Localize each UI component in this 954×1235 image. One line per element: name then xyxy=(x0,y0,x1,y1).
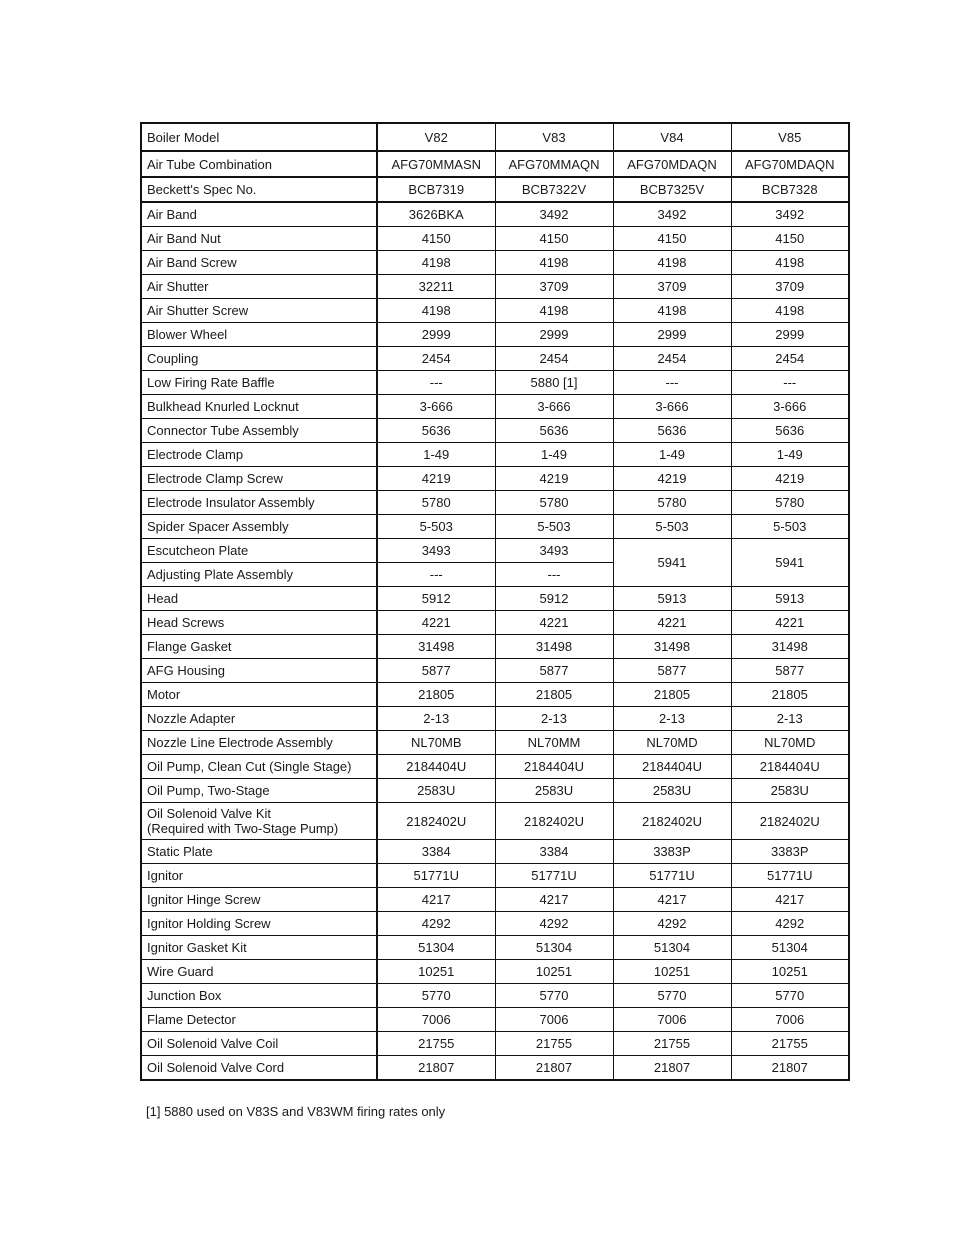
cell-value: 3383P xyxy=(731,840,849,864)
header-label: Boiler Model xyxy=(141,123,377,151)
cell-value: 4292 xyxy=(731,912,849,936)
parts-group-b xyxy=(141,587,849,803)
cell-value: 1-49 xyxy=(377,443,495,467)
table-row xyxy=(141,371,849,395)
cell-value: 7006 xyxy=(495,1008,613,1032)
cell-value: 5877 xyxy=(731,659,849,683)
cell-value: 31498 xyxy=(613,635,731,659)
cell-value: 4198 xyxy=(613,299,731,323)
cell-value: 5770 xyxy=(495,984,613,1008)
merged-cell-value: 5941 xyxy=(731,539,849,587)
cell-value: 2999 xyxy=(731,323,849,347)
row-label: Air Band Screw xyxy=(141,251,377,275)
cell-value: 2184404U xyxy=(731,755,849,779)
cell-value: 5912 xyxy=(377,587,495,611)
model-header: V82 xyxy=(377,123,495,151)
model-header: V85 xyxy=(731,123,849,151)
cell-value: 21755 xyxy=(731,1032,849,1056)
cell-value: 4292 xyxy=(377,912,495,936)
cell-value: 4198 xyxy=(377,251,495,275)
cell-value: 7006 xyxy=(731,1008,849,1032)
row-label: Electrode Clamp Screw xyxy=(141,467,377,491)
cell-value: 10251 xyxy=(613,960,731,984)
table-row xyxy=(141,912,849,936)
row-label: Flame Detector xyxy=(141,1008,377,1032)
cell-value: 4221 xyxy=(377,611,495,635)
cell-value: 4198 xyxy=(377,299,495,323)
row-label: Head xyxy=(141,587,377,611)
row-label: Air Band xyxy=(141,202,377,227)
cell-value: 21807 xyxy=(731,1056,849,1081)
cell-value: 10251 xyxy=(377,960,495,984)
table-row xyxy=(141,1056,849,1081)
cell-value: 21807 xyxy=(495,1056,613,1081)
cell-value: 4198 xyxy=(613,251,731,275)
row-label: Oil Pump, Clean Cut (Single Stage) xyxy=(141,755,377,779)
row-label: Ignitor Hinge Screw xyxy=(141,888,377,912)
table-row xyxy=(141,419,849,443)
cell-value: 3384 xyxy=(495,840,613,864)
model-header: V83 xyxy=(495,123,613,151)
cell-value: NL70MD xyxy=(613,731,731,755)
cell-value: 3-666 xyxy=(613,395,731,419)
table-row xyxy=(141,659,849,683)
cell-value: 5770 xyxy=(377,984,495,1008)
cell-value: 2-13 xyxy=(613,707,731,731)
cell-value: 3492 xyxy=(613,202,731,227)
header-row xyxy=(141,123,849,151)
cell-value: 2184404U xyxy=(377,755,495,779)
cell-value: 4198 xyxy=(731,299,849,323)
cell-value: 51304 xyxy=(731,936,849,960)
row-label: Air Band Nut xyxy=(141,227,377,251)
table-row xyxy=(141,707,849,731)
cell-value: --- xyxy=(495,563,613,587)
cell-value: --- xyxy=(613,371,731,395)
table-row xyxy=(141,323,849,347)
cell-value: 4292 xyxy=(495,912,613,936)
cell-value: 5780 xyxy=(731,491,849,515)
cell-value: 3-666 xyxy=(377,395,495,419)
cell-value: NL70MD xyxy=(731,731,849,755)
cell-value: 21755 xyxy=(495,1032,613,1056)
merged-cell-value: 5941 xyxy=(613,539,731,587)
cell-value: 5636 xyxy=(495,419,613,443)
row-label-line: Oil Solenoid Valve Kit xyxy=(147,806,272,821)
cell-value: 4292 xyxy=(613,912,731,936)
cell-value: 2583U xyxy=(377,779,495,803)
table-row xyxy=(141,984,849,1008)
cell-value: 21807 xyxy=(613,1056,731,1081)
row-label: Oil Solenoid Valve Coil xyxy=(141,1032,377,1056)
cell-value: 4150 xyxy=(495,227,613,251)
cell-value: 4221 xyxy=(495,611,613,635)
row-label: Electrode Clamp xyxy=(141,443,377,467)
table-row xyxy=(141,936,849,960)
cell-value: 10251 xyxy=(495,960,613,984)
cell-value: 51771U xyxy=(613,864,731,888)
cell-value: BCB7322V xyxy=(495,177,613,202)
row-label: AFG Housing xyxy=(141,659,377,683)
cell-value: 4219 xyxy=(613,467,731,491)
cell-value: 21755 xyxy=(377,1032,495,1056)
row-label: Bulkhead Knurled Locknut xyxy=(141,395,377,419)
cell-value: AFG70MDAQN xyxy=(731,151,849,177)
row-label: Oil Pump, Two-Stage xyxy=(141,779,377,803)
cell-value: 5912 xyxy=(495,587,613,611)
cell-value: 2-13 xyxy=(377,707,495,731)
cell-value: 5-503 xyxy=(731,515,849,539)
cell-value: 2182402U xyxy=(613,803,731,840)
row-label: Nozzle Line Electrode Assembly xyxy=(141,731,377,755)
cell-value: 2184404U xyxy=(613,755,731,779)
table-row xyxy=(141,251,849,275)
row-label: Coupling xyxy=(141,347,377,371)
cell-value: 7006 xyxy=(613,1008,731,1032)
cell-value: 5780 xyxy=(377,491,495,515)
cell-value: 5636 xyxy=(377,419,495,443)
cell-value: 5636 xyxy=(613,419,731,443)
cell-value: 2182402U xyxy=(731,803,849,840)
cell-value: 51771U xyxy=(731,864,849,888)
table-row xyxy=(141,467,849,491)
cell-value: 51771U xyxy=(495,864,613,888)
cell-value: 4221 xyxy=(613,611,731,635)
cell-value: 2583U xyxy=(613,779,731,803)
cell-value: 2182402U xyxy=(377,803,495,840)
table-row xyxy=(141,491,849,515)
cell-value: 31498 xyxy=(731,635,849,659)
cell-value: --- xyxy=(377,563,495,587)
parts-group-c xyxy=(141,840,849,1081)
table-row xyxy=(141,779,849,803)
row-label: Escutcheon Plate xyxy=(141,539,377,563)
table-row xyxy=(141,840,849,864)
plate-group xyxy=(141,539,849,587)
row-label-line: (Required with Two-Stage Pump) xyxy=(147,821,339,836)
cell-value: 21805 xyxy=(495,683,613,707)
cell-value: 10251 xyxy=(731,960,849,984)
row-label: Air Shutter Screw xyxy=(141,299,377,323)
cell-value: 5-503 xyxy=(495,515,613,539)
table-row xyxy=(141,1008,849,1032)
cell-value: 4219 xyxy=(495,467,613,491)
row-label: Wire Guard xyxy=(141,960,377,984)
row-label: Blower Wheel xyxy=(141,323,377,347)
row-label: Nozzle Adapter xyxy=(141,707,377,731)
cell-value: 5770 xyxy=(613,984,731,1008)
table-row xyxy=(141,227,849,251)
cell-value: 3-666 xyxy=(495,395,613,419)
row-label: Ignitor Holding Screw xyxy=(141,912,377,936)
table-row xyxy=(141,443,849,467)
table-row xyxy=(141,395,849,419)
cell-value: --- xyxy=(731,371,849,395)
cell-value: 21805 xyxy=(731,683,849,707)
table-row xyxy=(141,202,849,227)
cell-value: 2-13 xyxy=(731,707,849,731)
parts-table xyxy=(140,122,850,1081)
table-row xyxy=(141,683,849,707)
spec-row xyxy=(141,177,849,202)
row-label: Oil Solenoid Valve Cord xyxy=(141,1056,377,1081)
cell-value: 4150 xyxy=(377,227,495,251)
table-row xyxy=(141,1032,849,1056)
cell-value: 2184404U xyxy=(495,755,613,779)
table-row xyxy=(141,299,849,323)
cell-value: 3493 xyxy=(495,539,613,563)
cell-value: 51304 xyxy=(377,936,495,960)
cell-value: 3493 xyxy=(377,539,495,563)
table-row xyxy=(141,515,849,539)
cell-value: 2999 xyxy=(377,323,495,347)
cell-value: 2454 xyxy=(613,347,731,371)
table-row xyxy=(141,635,849,659)
row-label: Head Screws xyxy=(141,611,377,635)
cell-value: 4198 xyxy=(495,299,613,323)
table-row xyxy=(141,611,849,635)
cell-value: 3709 xyxy=(495,275,613,299)
table-row xyxy=(141,347,849,371)
cell-value: 2999 xyxy=(613,323,731,347)
cell-value: 3383P xyxy=(613,840,731,864)
cell-value: 4217 xyxy=(495,888,613,912)
cell-value: BCB7319 xyxy=(377,177,495,202)
row-label: Connector Tube Assembly xyxy=(141,419,377,443)
cell-value: 4217 xyxy=(731,888,849,912)
cell-value: 21755 xyxy=(613,1032,731,1056)
cell-value: AFG70MMASN xyxy=(377,151,495,177)
cell-value: NL70MB xyxy=(377,731,495,755)
cell-value: 21805 xyxy=(377,683,495,707)
cell-value: 5877 xyxy=(377,659,495,683)
cell-value: 51771U xyxy=(377,864,495,888)
cell-value: 3384 xyxy=(377,840,495,864)
cell-value: 51304 xyxy=(495,936,613,960)
cell-value: 4221 xyxy=(731,611,849,635)
cell-value: 1-49 xyxy=(613,443,731,467)
cell-value: 2999 xyxy=(495,323,613,347)
cell-value: 3626BKA xyxy=(377,202,495,227)
cell-value: 5880 [1] xyxy=(495,371,613,395)
cell-value: AFG70MDAQN xyxy=(613,151,731,177)
row-label: Air Tube Combination xyxy=(141,151,377,177)
cell-value: 21807 xyxy=(377,1056,495,1081)
model-header: V84 xyxy=(613,123,731,151)
solenoid-kit-row xyxy=(141,803,849,840)
cell-value: 2-13 xyxy=(495,707,613,731)
cell-value: 5913 xyxy=(613,587,731,611)
row-label: Ignitor Gasket Kit xyxy=(141,936,377,960)
cell-value: 2583U xyxy=(731,779,849,803)
row-label: Static Plate xyxy=(141,840,377,864)
cell-value: 3492 xyxy=(495,202,613,227)
cell-value: BCB7328 xyxy=(731,177,849,202)
cell-value: 7006 xyxy=(377,1008,495,1032)
cell-value: 31498 xyxy=(377,635,495,659)
cell-value: 2454 xyxy=(377,347,495,371)
air-tube-row xyxy=(141,151,849,177)
cell-value: 4150 xyxy=(731,227,849,251)
cell-value: 5-503 xyxy=(613,515,731,539)
cell-value: 4219 xyxy=(731,467,849,491)
cell-value: 4217 xyxy=(613,888,731,912)
row-label: Flange Gasket xyxy=(141,635,377,659)
cell-value: 2182402U xyxy=(495,803,613,840)
cell-value: 2583U xyxy=(495,779,613,803)
cell-value: 2454 xyxy=(731,347,849,371)
row-label: Ignitor xyxy=(141,864,377,888)
table-row xyxy=(141,587,849,611)
cell-value: 4150 xyxy=(613,227,731,251)
row-label: Motor xyxy=(141,683,377,707)
cell-value: 31498 xyxy=(495,635,613,659)
cell-value: 5780 xyxy=(495,491,613,515)
table-row xyxy=(141,275,849,299)
cell-value: 1-49 xyxy=(731,443,849,467)
footnote: [1] 5880 used on V83S and V83WM firing rates only xyxy=(146,1104,446,1119)
cell-value: 3709 xyxy=(731,275,849,299)
cell-value: 4198 xyxy=(731,251,849,275)
table-row xyxy=(141,888,849,912)
cell-value: 3709 xyxy=(613,275,731,299)
cell-value: 2454 xyxy=(495,347,613,371)
row-label xyxy=(141,803,377,840)
cell-value: 4219 xyxy=(377,467,495,491)
table-row xyxy=(141,864,849,888)
cell-value: 5770 xyxy=(731,984,849,1008)
cell-value: 51304 xyxy=(613,936,731,960)
cell-value: AFG70MMAQN xyxy=(495,151,613,177)
row-label: Junction Box xyxy=(141,984,377,1008)
row-label: Adjusting Plate Assembly xyxy=(141,563,377,587)
table-row xyxy=(141,755,849,779)
solenoid-kit-group xyxy=(141,803,849,840)
row-label: Air Shutter xyxy=(141,275,377,299)
parts-group-a xyxy=(141,202,849,539)
cell-value: 4198 xyxy=(495,251,613,275)
cell-value: 3-666 xyxy=(731,395,849,419)
cell-value: 1-49 xyxy=(495,443,613,467)
escutcheon-row xyxy=(141,539,849,563)
cell-value: BCB7325V xyxy=(613,177,731,202)
cell-value: 21805 xyxy=(613,683,731,707)
row-label: Spider Spacer Assembly xyxy=(141,515,377,539)
cell-value: 32211 xyxy=(377,275,495,299)
row-label: Electrode Insulator Assembly xyxy=(141,491,377,515)
cell-value: 5877 xyxy=(495,659,613,683)
cell-value: --- xyxy=(377,371,495,395)
cell-value: 5913 xyxy=(731,587,849,611)
row-label: Beckett's Spec No. xyxy=(141,177,377,202)
row-label: Low Firing Rate Baffle xyxy=(141,371,377,395)
cell-value: 5636 xyxy=(731,419,849,443)
cell-value: 5780 xyxy=(613,491,731,515)
cell-value: 3492 xyxy=(731,202,849,227)
table-row xyxy=(141,731,849,755)
parts-table-body xyxy=(141,123,849,202)
cell-value: NL70MM xyxy=(495,731,613,755)
cell-value: 4217 xyxy=(377,888,495,912)
cell-value: 5877 xyxy=(613,659,731,683)
table-row xyxy=(141,960,849,984)
cell-value: 5-503 xyxy=(377,515,495,539)
